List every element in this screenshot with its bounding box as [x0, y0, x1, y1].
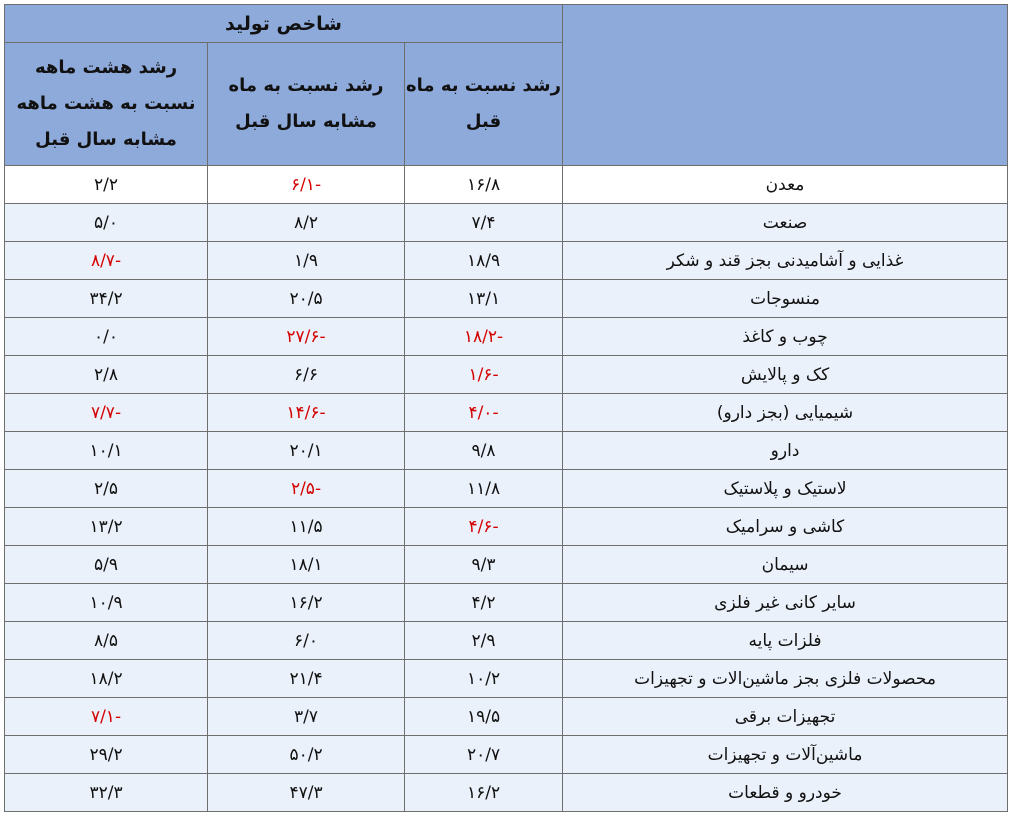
- eight-month-growth-cell: ۵/۰: [5, 204, 208, 242]
- yoy-growth-cell: ۴۷/۳: [208, 774, 405, 812]
- table-row: [5, 736, 1008, 774]
- mom-growth-cell: ۱۹/۵: [405, 698, 563, 736]
- eight-month-growth-cell: ۳۲/۳: [5, 774, 208, 812]
- table-body: [5, 166, 1008, 812]
- table-row: [5, 660, 1008, 698]
- mom-growth-header: [405, 43, 563, 166]
- table-row: [5, 470, 1008, 508]
- yoy-growth-cell: ۱۶/۲: [208, 584, 405, 622]
- sector-cell: چوب و کاغذ: [563, 318, 1008, 356]
- table-row: [5, 584, 1008, 622]
- sector-cell: فلزات پایه: [563, 622, 1008, 660]
- mom-growth-cell: ۹/۳: [405, 546, 563, 584]
- sector-cell: سیمان: [563, 546, 1008, 584]
- mom-growth-cell: ۴/۲: [405, 584, 563, 622]
- eight-month-growth-cell: -۸/۷: [5, 242, 208, 280]
- table-row: [5, 698, 1008, 736]
- eight-month-growth-cell: -۷/۷: [5, 394, 208, 432]
- mom-growth-cell: ۲۰/۷: [405, 736, 563, 774]
- production-index-table: [4, 4, 1008, 812]
- eight-month-growth-cell: ۱۸/۲: [5, 660, 208, 698]
- mom-growth-header-text: رشد نسبت به ماه قبل: [406, 75, 561, 132]
- yoy-growth-cell: -۱۴/۶: [208, 394, 405, 432]
- yoy-growth-cell: ۱۱/۵: [208, 508, 405, 546]
- yoy-growth-cell: ۱۸/۱: [208, 546, 405, 584]
- table-row: [5, 546, 1008, 584]
- eight-month-growth-cell: ۲/۸: [5, 356, 208, 394]
- yoy-growth-header: [208, 43, 405, 166]
- table-row: [5, 394, 1008, 432]
- mom-growth-cell: ۱۸/۹: [405, 242, 563, 280]
- mom-growth-cell: -۴/۶: [405, 508, 563, 546]
- eight-month-growth-cell: ۱۰/۹: [5, 584, 208, 622]
- mom-growth-cell: ۲/۹: [405, 622, 563, 660]
- sector-cell: سایر کانی غیر فلزی: [563, 584, 1008, 622]
- table-row: [5, 356, 1008, 394]
- yoy-growth-cell: ۸/۲: [208, 204, 405, 242]
- table-row: [5, 318, 1008, 356]
- sector-cell: کاشی و سرامیک: [563, 508, 1008, 546]
- sector-cell: کک و پالایش: [563, 356, 1008, 394]
- mom-growth-cell: ۱۳/۱: [405, 280, 563, 318]
- table-row: [5, 242, 1008, 280]
- mom-growth-cell: -۱۸/۲: [405, 318, 563, 356]
- yoy-growth-cell: -۶/۱: [208, 166, 405, 204]
- yoy-growth-cell: ۲۱/۴: [208, 660, 405, 698]
- yoy-growth-cell: ۱/۹: [208, 242, 405, 280]
- eight-month-growth-cell: ۸/۵: [5, 622, 208, 660]
- eight-month-growth-cell: ۲/۵: [5, 470, 208, 508]
- sector-cell: معدن: [563, 166, 1008, 204]
- sector-cell: منسوجات: [563, 280, 1008, 318]
- yoy-growth-cell: -۲۷/۶: [208, 318, 405, 356]
- eight-month-growth-cell: ۲۹/۲: [5, 736, 208, 774]
- table-row: [5, 166, 1008, 204]
- sector-cell: غذایی و آشامیدنی بجز قند و شکر: [563, 242, 1008, 280]
- sector-cell: تجهیزات برقی: [563, 698, 1008, 736]
- mom-growth-cell: -۴/۰: [405, 394, 563, 432]
- sector-cell: صنعت: [563, 204, 1008, 242]
- sector-cell: شیمیایی (بجز دارو): [563, 394, 1008, 432]
- table-row: [5, 204, 1008, 242]
- table-row: [5, 280, 1008, 318]
- mom-growth-cell: ۱۶/۸: [405, 166, 563, 204]
- mom-growth-cell: ۷/۴: [405, 204, 563, 242]
- sector-cell: ماشین‌آلات و تجهیزات: [563, 736, 1008, 774]
- yoy-growth-cell: ۵۰/۲: [208, 736, 405, 774]
- mom-growth-cell: -۱/۶: [405, 356, 563, 394]
- sector-cell: محصولات فلزی بجز ماشین‌الات و تجهیزات: [563, 660, 1008, 698]
- sector-cell: دارو: [563, 432, 1008, 470]
- table-row: [5, 622, 1008, 660]
- eight-month-growth-cell: -۷/۱: [5, 698, 208, 736]
- yoy-growth-cell: -۲/۵: [208, 470, 405, 508]
- table-row: [5, 508, 1008, 546]
- eight-month-growth-cell: ۲/۲: [5, 166, 208, 204]
- mom-growth-cell: ۱۰/۲: [405, 660, 563, 698]
- mom-growth-cell: ۹/۸: [405, 432, 563, 470]
- eight-month-growth-cell: ۱۰/۱: [5, 432, 208, 470]
- yoy-growth-header-text: رشد نسبت به ماه مشابه سال قبل: [228, 75, 384, 132]
- mom-growth-cell: ۱۱/۸: [405, 470, 563, 508]
- eight-month-growth-cell: ۳۴/۲: [5, 280, 208, 318]
- yoy-growth-cell: ۶/۰: [208, 622, 405, 660]
- eight-month-growth-cell: ۰/۰: [5, 318, 208, 356]
- production-index-group-header: شاخص تولید: [5, 5, 563, 43]
- table-row: [5, 432, 1008, 470]
- eight-month-growth-cell: ۵/۹: [5, 546, 208, 584]
- yoy-growth-cell: ۲۰/۱: [208, 432, 405, 470]
- yoy-growth-cell: ۶/۶: [208, 356, 405, 394]
- yoy-growth-cell: ۲۰/۵: [208, 280, 405, 318]
- table-row: [5, 774, 1008, 812]
- production-index-table-wrapper: [4, 4, 1007, 812]
- yoy-growth-cell: ۳/۷: [208, 698, 405, 736]
- eight-month-growth-header: [5, 43, 208, 166]
- sector-cell: لاستیک و پلاستیک: [563, 470, 1008, 508]
- sector-cell: خودرو و قطعات: [563, 774, 1008, 812]
- eight-month-growth-header-text: رشد هشت ماهه نسبت به هشت ماهه مشابه سال قبل: [16, 57, 196, 150]
- sector-column-header: [563, 5, 1008, 166]
- eight-month-growth-cell: ۱۳/۲: [5, 508, 208, 546]
- mom-growth-cell: ۱۶/۲: [405, 774, 563, 812]
